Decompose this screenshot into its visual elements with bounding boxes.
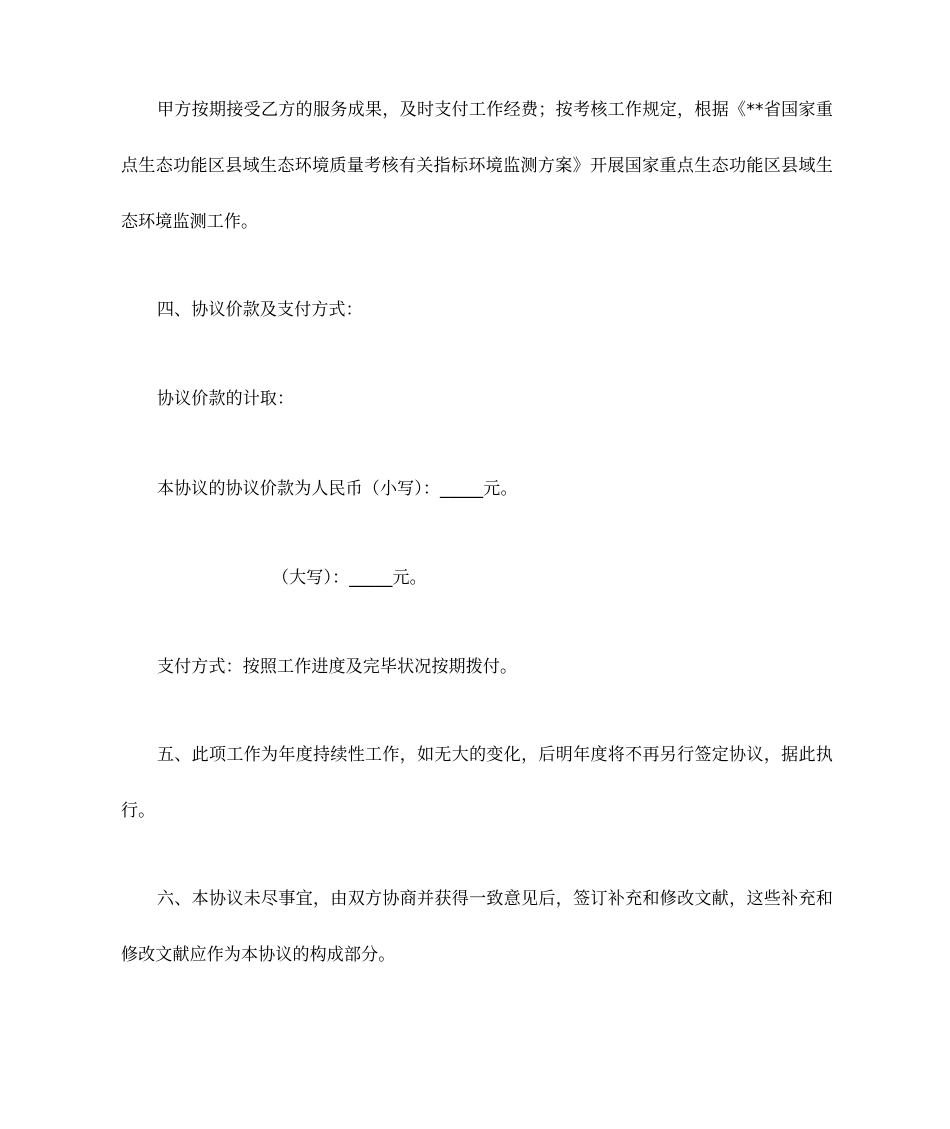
paragraph-price-uppercase: （大写）：_____元。 bbox=[272, 568, 427, 588]
paragraph-price-calculation: 协议价款的计取： bbox=[157, 389, 295, 409]
paragraph-payment-method: 支付方式：按照工作进度及完毕状况按期拨付。 bbox=[157, 657, 518, 677]
paragraph-section-five: 五、此项工作为年度持续性工作，如无大的变化，后明年度将不再另行签定协议，据此执行。 bbox=[121, 745, 833, 821]
paragraph-price-lowercase: 本协议的协议价款为人民币（小写）：_____元。 bbox=[157, 479, 518, 499]
paragraph-section-six: 六、本协议未尽事宜，由双方协商并获得一致意见后，签订补充和修改文献，这些补充和修改文献应作为本协议的构成部分。 bbox=[121, 889, 833, 965]
section-heading-price-and-payment: 四、协议价款及支付方式： bbox=[157, 300, 363, 320]
paragraph-payment-obligation: 甲方按期接受乙方的服务成果，及时支付工作经费；按考核工作规定，根据《**省国家重点生态功能区县域生态环境质量考核有关指标环境监测方案》开展国家重点生态功能区县域生态环境监测工作。 bbox=[121, 100, 833, 232]
